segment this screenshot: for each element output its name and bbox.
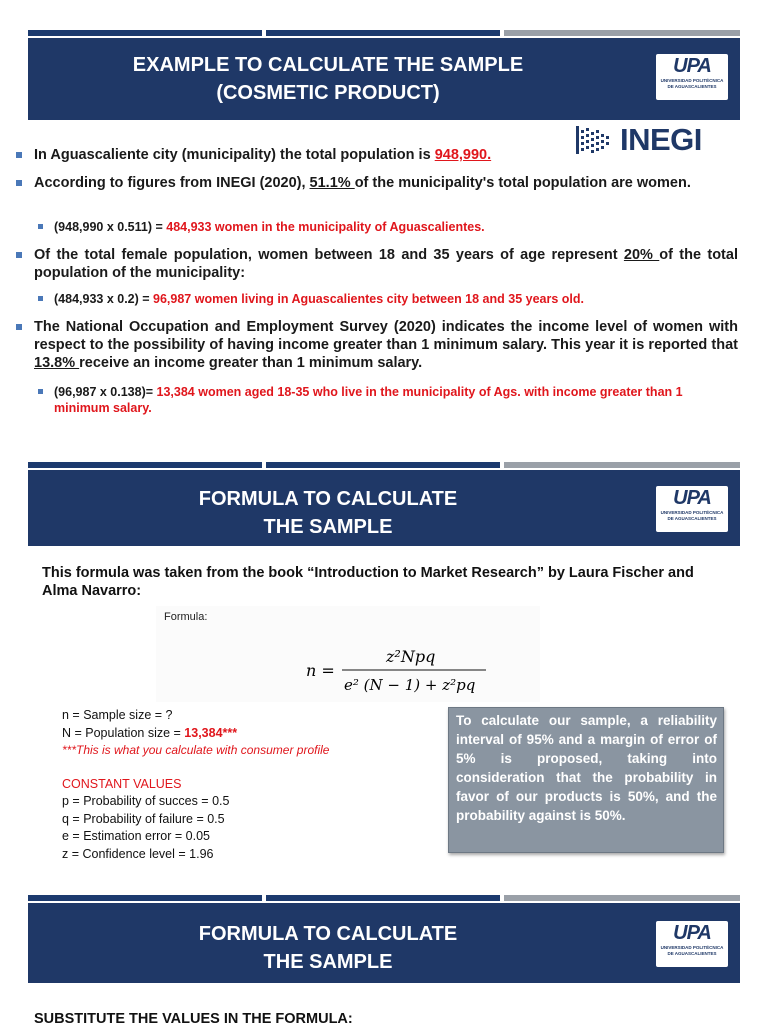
bullet-age-share: Of the total female population, women between 18 and 35 years of age represent 20% of the total population of the municipality: — [34, 247, 738, 281]
bullet-icon — [16, 324, 22, 330]
bullet-icon — [16, 152, 22, 158]
svg-text:z²Npq: z²Npq — [386, 647, 436, 666]
bullet-population: In Aguascaliente city (municipality) the total population is 948,990. — [34, 147, 492, 163]
variable-definitions: n = Sample size = ? N = Population size = 13,384*** ***This is what you calculate with consumer profile CONSTANT VALUES p = Probability of succes = 0.5 q = Probability of failure = 0.5 e = Estimation error = 0.05 z = Confidence level = 1.96 — [62, 708, 330, 861]
sub-bullet-icon — [38, 389, 43, 394]
svg-text:e² (N − 1) + z²pq: e² (N − 1) + z²pq — [344, 676, 476, 694]
slide-title-banner — [28, 38, 740, 120]
substitute-heading: SUBSTITUTE THE VALUES IN THE FORMULA: — [34, 1011, 353, 1024]
formula-label: Formula: — [164, 611, 208, 623]
sub-bullet-icon — [38, 224, 43, 229]
header-rule — [28, 462, 740, 468]
header-rule — [28, 30, 740, 36]
calc-age: (484,933 x 0.2) = 96,987 women living in Aguascalientes city between 18 and 35 years old. — [54, 292, 584, 306]
sample-size-formula — [306, 640, 506, 700]
bullet-icon — [16, 252, 22, 258]
upa-logo: UPA UNIVERSIDAD POLITÉCNICA DE AGUASCALIENTES — [656, 54, 728, 100]
inegi-logo: INEGI — [576, 124, 716, 156]
assumptions-note: To calculate our sample, a reliability interval of 95% and a margin of error of 5% is proposed, taking into consideration that the probability in favor of our products is 50%, and the probability against is 50%. — [448, 707, 724, 853]
header-rule — [28, 895, 740, 901]
slide-title: FORMULA TO CALCULATE THE SAMPLE — [198, 923, 458, 973]
slide-title: FORMULA TO CALCULATE THE SAMPLE — [198, 488, 458, 538]
bullet-income: The National Occupation and Employment Survey (2020) indicates the income level of women with respect to the possibility of having income greater than 1 minimum salary. This year it is reported that 13.8% receive an income greater than 1 minimum salary. — [34, 319, 738, 371]
calc-women: (948,990 x 0.511) = 484,933 women in the municipality of Aguascalientes. — [54, 220, 485, 234]
bullet-women-share: According to figures from INEGI (2020), 51.1% of the municipality's total population are women. — [34, 175, 691, 191]
upa-logo: UPA UNIVERSIDAD POLITÉCNICA DE AGUASCALIENTES — [656, 921, 728, 967]
bullet-icon — [16, 180, 22, 186]
formula-image — [156, 606, 540, 702]
upa-logo: UPA UNIVERSIDAD POLITÉCNICA DE AGUASCALIENTES — [656, 486, 728, 532]
calc-income: (96,987 x 0.138)= 13,384 women aged 18-35 who live in the municipality of Ags. with income greater than 1 minimum salary. — [54, 385, 683, 415]
slide-title-banner — [28, 470, 740, 546]
formula-source: This formula was taken from the book “Introduction to Market Research” by Laura Fischer and Alma Navarro: — [42, 565, 694, 599]
svg-text:n =: n = — [306, 661, 335, 680]
slide-title: EXAMPLE TO CALCULATE THE SAMPLE (COSMETIC PRODUCT) — [132, 54, 524, 104]
slide-title-banner — [28, 903, 740, 983]
sub-bullet-icon — [38, 296, 43, 301]
